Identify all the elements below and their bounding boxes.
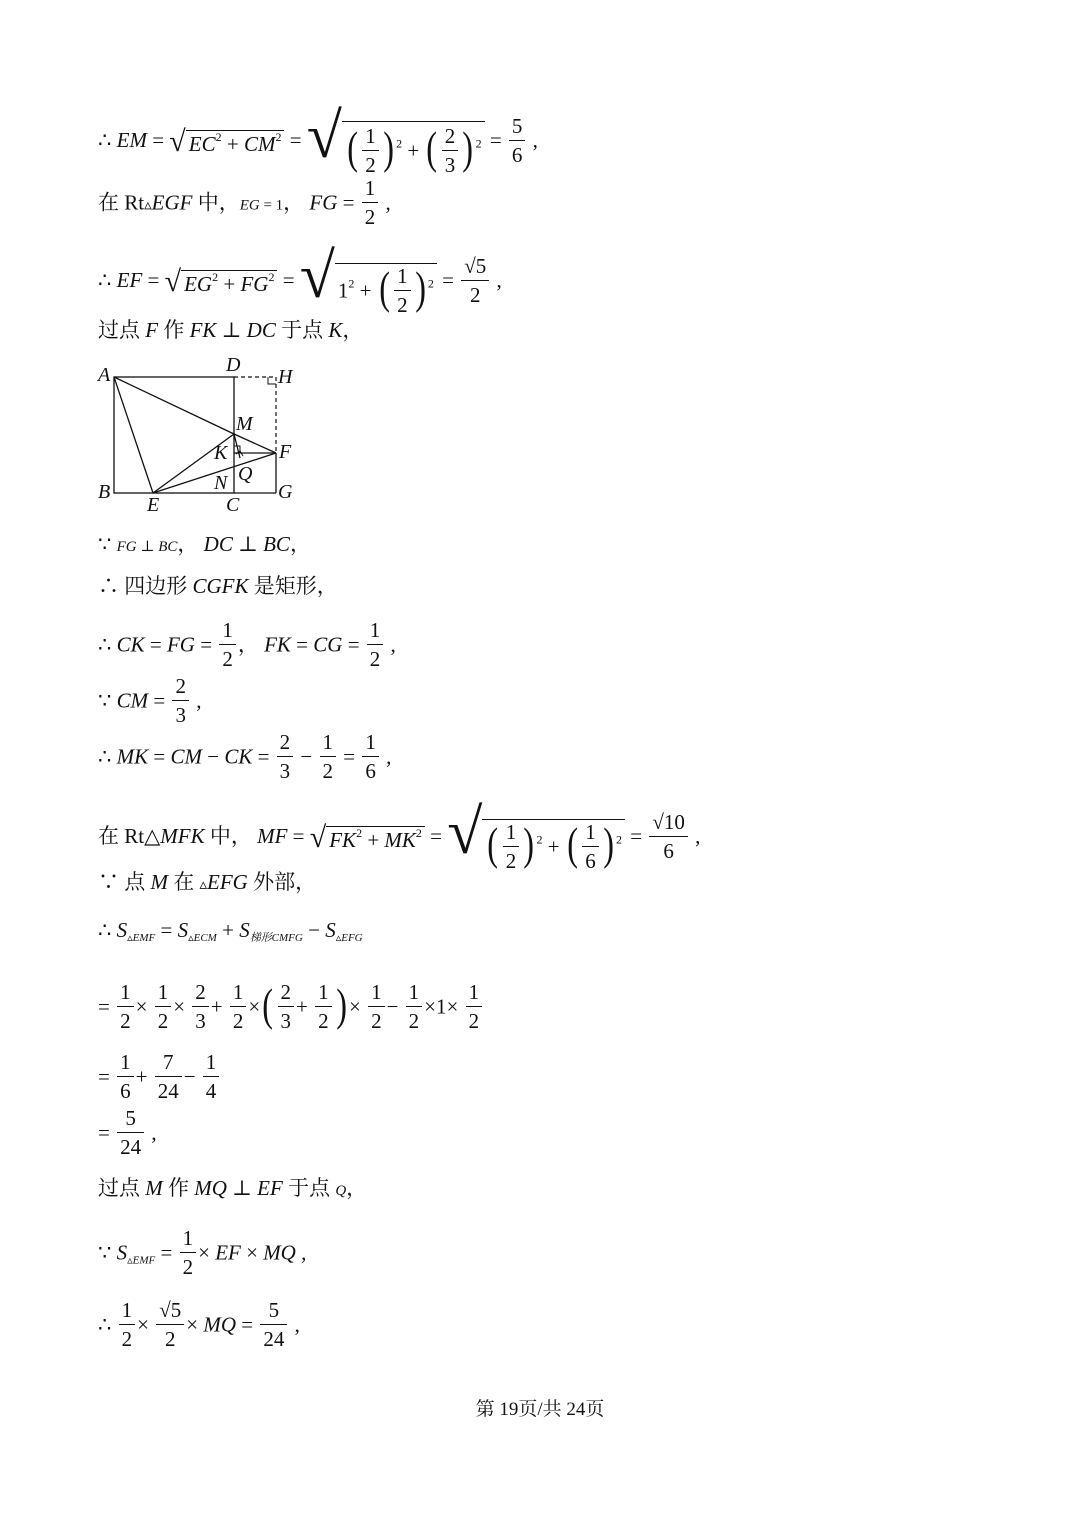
label-a: A: [98, 364, 111, 386]
area-decomposition: ∴ $S_{▵EMF} = S_{▵ECM} + S_{梯形CMFG} - S_{▵EFG}$: [98, 918, 363, 944]
label-e: E: [147, 494, 160, 516]
equation-ck-fk: ∴ CK = FG = $\frac{1}{2}$ ， FK = CG = $\frac{1}{2}$ ,: [98, 618, 396, 671]
label-q: Q: [238, 463, 253, 485]
perpendicular-statement: ∵ FG ⊥ BC， DC ⊥ BC，: [98, 532, 311, 556]
label-f: F: [279, 441, 292, 463]
page-footer: 第 19页/共 24页: [475, 1399, 605, 1420]
label-b: B: [98, 481, 111, 503]
construct-fk: 过点 F 作 FK ⊥ DC 于点 K，: [98, 318, 364, 342]
equation-ef: ∴ EF = √ $EG^2 + FG^2$ = √ $1^2$ + ( $\frac{1}{2}$ ) $^2$ = $\frac{√5}{2}$ ,: [98, 244, 502, 321]
label-h: H: [278, 366, 293, 388]
area-formula: ∵ $S_{▵EMF}$ = $\frac{1}{2}$ × EF × MQ ,: [98, 1226, 307, 1279]
geometry-figure: [90, 358, 320, 518]
equation-cm: ∵ CM = $\frac{2}{3}$ ,: [98, 674, 202, 727]
label-k: K: [214, 442, 228, 464]
m-outside-statement: ∵ 点 M 在 ▵EFG 外部，: [98, 870, 317, 894]
rectangle-statement: ∴ 四边形 CGFK 是矩形，: [98, 574, 338, 598]
mq-equation: ∴ $\frac{1}{2}$ × $\frac{√5}{2}$ × MQ = $\frac{5}{24}$ ,: [98, 1298, 300, 1351]
label-c: C: [226, 494, 240, 516]
label-m: M: [236, 413, 253, 435]
area-simplified: = $\frac{1}{6}$ + $\frac{7}{24}$ − $\frac{1}{4}$: [98, 1050, 221, 1107]
rt-egf-statement: 在 Rt▵EGF 中，EG = 1， FG = $\frac{1}{2}$ ,: [98, 176, 391, 229]
area-result: = $\frac{5}{24}$ ,: [98, 1106, 157, 1159]
label-n: N: [214, 472, 228, 494]
equation-em: ∴ EM = √ $EC^2 + CM^2$ = √ ( $\frac{1}{2}$ ) $^2$ + ( $\frac{2}{3}$ ) $^2$ = $\frac{5}{6}$ ,: [98, 104, 538, 181]
equation-mk: ∴ MK = CM − CK = $\frac{2}{3}$ − $\frac{1}{2}$ = $\frac{1}{6}$ ,: [98, 730, 392, 783]
label-d: D: [226, 358, 241, 376]
construct-mq: 过点 M 作 MQ ⊥ EF 于点 Q，: [98, 1176, 368, 1200]
area-calculation: = $\frac{1}{2}$ × $\frac{1}{2}$ × $\frac{2}{3}$ + $\frac{1}{2}$ ×( $\frac{2}{3}$ + $\frac{1}{2}$ ) × $\frac{1}{2}$ − $\frac{1}{2}$ ×1× $\frac{1}{2}$: [98, 980, 484, 1037]
label-g: G: [278, 481, 293, 503]
equation-mf: 在 Rt△MFK 中， MF = √ $FK^2 + MK^2$ = √ ( $\frac{1}{2}$ ) $^2$ + ( $\frac{1}{6}$ ) $^2$ = $\frac{√10}{6}$ ,: [98, 800, 700, 877]
